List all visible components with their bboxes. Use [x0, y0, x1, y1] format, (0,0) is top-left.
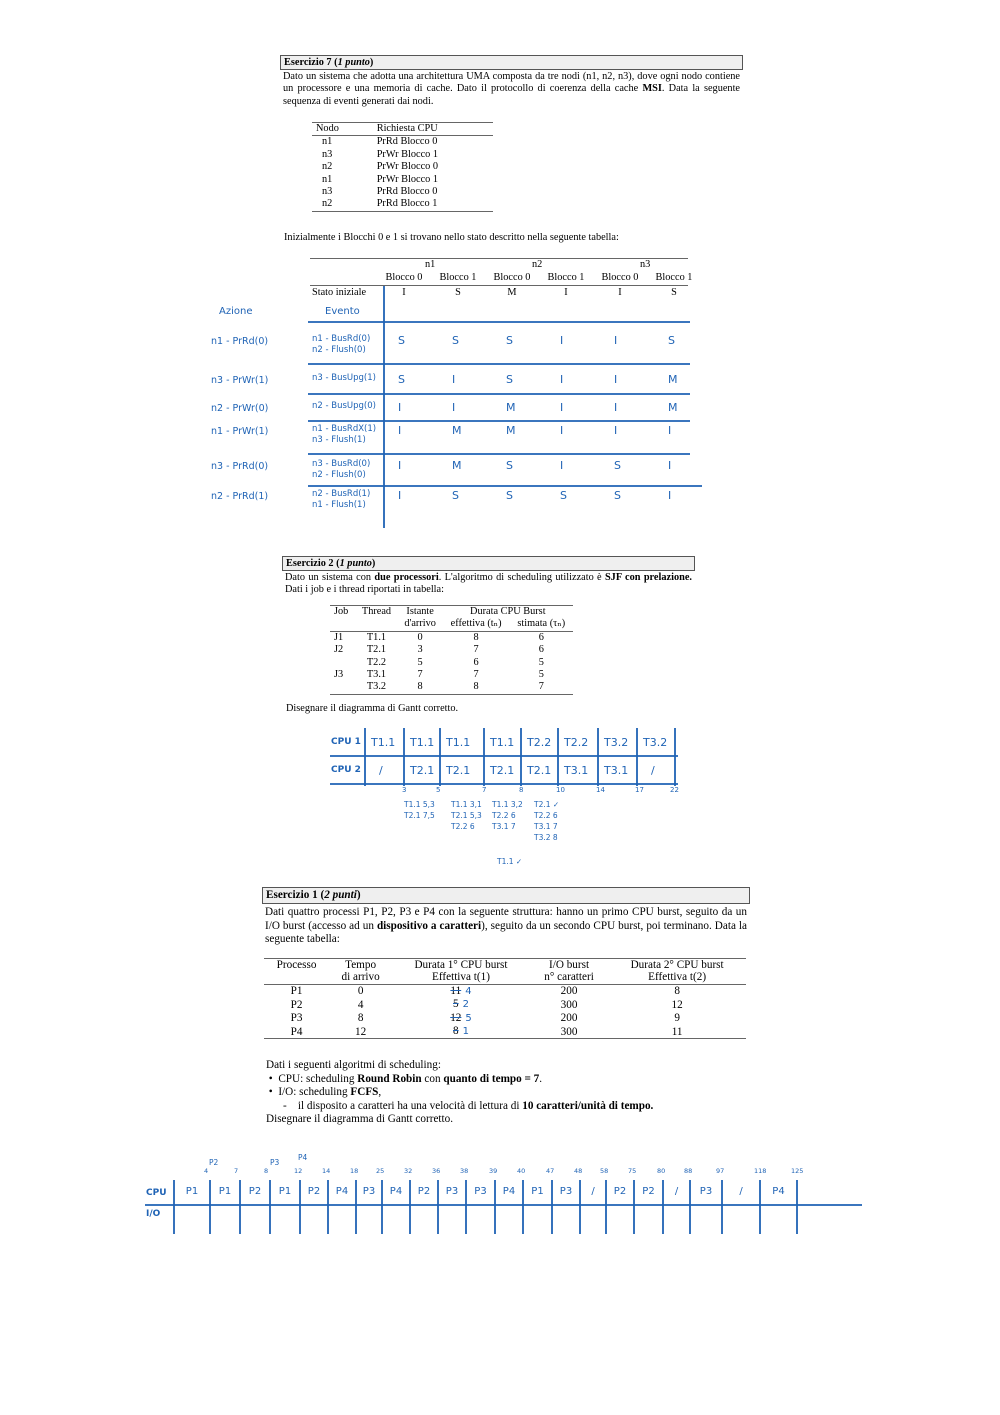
exercise-2-title: Esercizio 2 (1 punto) — [282, 556, 695, 571]
gantt-1-cpu-slot: / — [674, 1186, 679, 1197]
event-row: n3 PrRd Blocco 0 — [322, 186, 438, 198]
gantt-2-cpu2-slot: / — [651, 764, 655, 777]
thread-row: T2.2 5 6 5 — [366, 656, 544, 668]
gantt-1-arrival: P3 — [270, 1158, 280, 1167]
gantt-2-time: 7 — [482, 786, 487, 794]
hand-azione: n1 - PrWr(1) — [211, 426, 269, 437]
gantt-2-cpu1-slot: T1.1 — [446, 736, 471, 749]
crossed-burst: 8 — [453, 1025, 459, 1038]
evento-heading: Evento — [325, 306, 360, 317]
hand-state-cell: I — [614, 424, 618, 437]
gantt-1-arrival: P2 — [209, 1158, 219, 1167]
hand-state-cell: S — [614, 489, 621, 502]
hand-state-cell: M — [452, 424, 462, 437]
initial-state-cell: S — [671, 287, 677, 298]
state-intro: Inizialmente i Blocchi 0 e 1 si trovano nello stato descritto nella seguente tabella: — [284, 232, 619, 243]
gantt-2-cpu1-slot: T1.1 — [490, 736, 515, 749]
gantt-1-cpu-slot: P2 — [307, 1186, 321, 1197]
hand-evento: n1 - Flush(1) — [312, 500, 366, 510]
gantt-2-time: 17 — [635, 786, 644, 794]
gantt-1-time: 12 — [294, 1167, 303, 1175]
gantt-2-note: T2.1 5,3 — [451, 811, 482, 820]
gantt-2-cpu2-slot: T2.1 — [527, 764, 552, 777]
gantt-2-cpu2-slot: T3.1 — [564, 764, 589, 777]
node-n3: n3 — [640, 259, 651, 270]
gantt-1-cpu-slot: P1 — [185, 1186, 199, 1197]
hand-state-cell: I — [560, 424, 564, 437]
gantt-2-cpu1-slot: T2.2 — [527, 736, 552, 749]
hand-evento: n1 - BusRd(0) — [312, 334, 371, 344]
hand-state-cell: I — [560, 373, 564, 386]
hand-state-cell: I — [560, 401, 564, 414]
gantt-1-time: 48 — [574, 1167, 583, 1175]
event-row: n2 PrWr Blocco 0 — [322, 161, 439, 173]
gantt-1-time: 97 — [716, 1167, 725, 1175]
process-row: P1 0 11 4 200 8 — [290, 984, 680, 998]
gantt-1-time: 32 — [404, 1167, 413, 1175]
gantt-1-time: 75 — [628, 1167, 637, 1175]
gantt-1-time: 39 — [489, 1167, 498, 1175]
gantt-1-cpu-slot: P3 — [474, 1186, 487, 1197]
gantt-2-note: T2.1 ✓ — [534, 800, 560, 809]
gantt-1-time: 8 — [264, 1167, 269, 1175]
hand-evento: n2 - Flush(0) — [312, 345, 366, 355]
gantt-1-cpu-slot: P4 — [502, 1186, 516, 1197]
hand-state-cell: S — [506, 489, 513, 502]
gantt-1-cpu-slot: P4 — [772, 1186, 785, 1197]
algorithm-cpu: • CPU: scheduling Round Robin con quanto di tempo = 7. — [266, 1072, 543, 1085]
gantt-1-time: 38 — [460, 1167, 469, 1175]
gantt-2-note: T1.1 3,2 — [492, 800, 523, 809]
event-row: n1 PrRd Blocco 0 — [322, 136, 438, 148]
hand-state-cell: I — [452, 373, 456, 386]
hand-state-cell: S — [452, 489, 459, 502]
initial-state-cell: I — [402, 287, 406, 298]
process-table: Processo Tempo Durata 1° CPU burst I/O burst Durata 2° CPU burst di arrivo Effettiva t(1) n° caratteri Effettiva t(2) P1 0 11 4 200 8 P2 4 5 2 300 12 P3 8 12 5 200 9 P4 12 8 1 300 11 — [264, 958, 746, 1039]
initial-state-cell: M — [507, 287, 517, 298]
hand-azione: n3 - PrRd(0) — [211, 461, 269, 472]
gantt-1-time: 14 — [322, 1167, 331, 1175]
gantt-1-time: 40 — [517, 1167, 526, 1175]
block-header: Blocco 0 — [493, 272, 531, 283]
gantt-1-time: 88 — [684, 1167, 693, 1175]
gantt-2-note: T3.1 7 — [534, 822, 558, 831]
gantt-1-time: 58 — [600, 1167, 609, 1175]
gantt-2-cpu2-slot: / — [379, 764, 383, 777]
hand-state-cell: I — [614, 401, 618, 414]
hand-state-cell: I — [668, 424, 672, 437]
gantt-2-final-note: T1.1 ✓ — [497, 857, 523, 866]
hand-state-cell: M — [452, 459, 462, 472]
crossed-burst: 12 — [450, 1011, 462, 1024]
hand-state-cell: S — [614, 459, 621, 472]
events-table: Nodo Richiesta CPU n1 PrRd Blocco 0 n3 PrWr Blocco 1 n2 PrWr Blocco 0 n1 PrWr Blocco 1 n3 PrRd Blocco 0 n2 PrRd Blocco 1 — [312, 122, 493, 212]
hand-azione: n1 - PrRd(0) — [211, 336, 269, 347]
gantt-1-time: 125 — [791, 1167, 804, 1175]
hand-state-cell: I — [398, 489, 402, 502]
gantt-2-note: T1.1 3,1 — [451, 800, 482, 809]
gantt-1-cpu-slot: P3 — [362, 1186, 376, 1197]
crossed-burst: 11 — [450, 984, 462, 997]
hand-state-cell: S — [506, 459, 513, 472]
gantt-1-time: 118 — [754, 1167, 767, 1175]
gantt-1-time: 47 — [546, 1167, 555, 1175]
hand-state-cell: S — [506, 334, 513, 347]
thread-row: J2 T2.1 3 7 6 — [334, 644, 544, 656]
gantt-2-time: 22 — [670, 786, 679, 794]
hand-state-cell: S — [398, 373, 405, 386]
algorithm-io: • I/O: scheduling FCFS, — [266, 1086, 382, 1099]
hand-state-cell: S — [668, 334, 675, 347]
gantt-2-cpu1-slot: T3.2 — [643, 736, 668, 749]
gantt-2-note: T2.2 6 — [492, 811, 516, 820]
initial-state-cell: S — [455, 287, 461, 298]
gantt-2-cpu2-slot: T2.1 — [490, 764, 515, 777]
gantt-2-cpu1-slot: T3.2 — [604, 736, 629, 749]
gantt-2-note: T2.2 6 — [534, 811, 558, 820]
gantt-1-cpu-slot: / — [591, 1186, 595, 1197]
gantt-1-cpu-slot: P2 — [417, 1186, 431, 1197]
gantt-1-cpu-slot: P3 — [445, 1186, 459, 1197]
gantt-1-cpu-slot: P3 — [699, 1186, 713, 1197]
gantt-2-time: 8 — [519, 786, 524, 794]
hand-evento: n2 - Flush(0) — [312, 470, 366, 480]
gantt-2-note: T1.1 5,3 — [404, 800, 435, 809]
hand-state-cell: I — [614, 334, 618, 347]
initial-label: Stato iniziale — [312, 287, 367, 298]
hand-evento: n3 - BusRd(0) — [312, 459, 371, 469]
gantt-1-cpu-slot: P2 — [248, 1186, 262, 1197]
gantt-1-cpu-slot: P2 — [642, 1186, 655, 1197]
hand-state-cell: M — [668, 401, 678, 414]
process-row: P4 12 8 1 300 11 — [290, 1025, 683, 1038]
gantt-1-time: 4 — [204, 1167, 209, 1175]
gantt-2-note: T3.1 7 — [492, 822, 516, 831]
cpu1-label: CPU 1 — [331, 737, 361, 747]
initial-state-cell: I — [618, 287, 622, 298]
hand-state-cell: I — [398, 459, 402, 472]
remaining-burst: 5 — [465, 1012, 472, 1024]
exercise-1-intro: Dati quattro processi P1, P2, P3 e P4 con la seguente struttura: hanno un primo CPU burst, seguito da un I/O burst (accesso ad un dispositivo a caratteri), seguito da un secondo CPU burst, poi terminano. Data la seguente tabella: — [265, 906, 747, 946]
exercise-2-gantt-label: Disegnare il diagramma di Gantt corretto. — [286, 703, 459, 714]
hand-state-cell: I — [398, 401, 402, 414]
hand-state-cell: I — [398, 424, 402, 437]
hand-state-cell: S — [506, 373, 513, 386]
gantt-1-cpu-slot: P4 — [389, 1186, 403, 1197]
initial-state-cell: I — [564, 287, 568, 298]
remaining-burst: 4 — [465, 985, 472, 997]
gantt-2-cpu2-slot: T2.1 — [446, 764, 471, 777]
block-header: Blocco 0 — [601, 272, 639, 283]
block-header: Blocco 1 — [655, 272, 693, 283]
node-n1: n1 — [425, 259, 436, 270]
hand-evento: n2 - BusUpg(0) — [312, 401, 376, 411]
hand-state-cell: M — [668, 373, 678, 386]
remaining-burst: 2 — [462, 999, 469, 1011]
hand-state-cell: I — [614, 373, 618, 386]
hand-evento: n2 - BusRd(1) — [312, 489, 371, 499]
gantt-1-cpu-slot: P1 — [218, 1186, 232, 1197]
gantt-1-time: 18 — [350, 1167, 359, 1175]
algorithm-device: - il disposito a caratteri ha una velocità di lettura di 10 caratteri/unità di tempo. — [283, 1099, 654, 1112]
cpu2-label: CPU 2 — [331, 765, 361, 775]
exercise-1-title: Esercizio 1 (2 punti) — [262, 887, 750, 904]
hand-state-cell: I — [668, 489, 672, 502]
exercise-1-gantt-label: Disegnare il diagramma di Gantt corretto. — [266, 1113, 454, 1126]
block-header: Blocco 1 — [439, 272, 477, 283]
gantt-1-cpu-label: CPU — [146, 1188, 167, 1198]
thread-row: J1 T1.1 0 8 6 — [334, 631, 544, 643]
hand-state-cell: S — [398, 334, 405, 347]
event-row: n1 PrWr Blocco 1 — [322, 173, 439, 185]
gantt-2-cpu1-slot: T1.1 — [410, 736, 435, 749]
hand-state-cell: I — [452, 401, 456, 414]
hand-state-cell: I — [668, 459, 672, 472]
gantt-1-arrival: P4 — [298, 1153, 308, 1162]
azione-heading: Azione — [219, 306, 253, 317]
event-row: n3 PrWr Blocco 1 — [322, 148, 439, 160]
hand-evento: n3 - Flush(1) — [312, 435, 366, 445]
hand-azione: n2 - PrRd(1) — [211, 491, 269, 502]
gantt-1-cpu-slot: P2 — [613, 1186, 627, 1197]
node-n2: n2 — [532, 259, 543, 270]
hand-state-cell: M — [506, 401, 516, 414]
thread-row: T3.2 8 8 7 — [366, 681, 544, 693]
gantt-2-time: 14 — [596, 786, 605, 794]
gantt-2-cpu1-slot: T2.2 — [564, 736, 589, 749]
gantt-2-cpu2-slot: T2.1 — [410, 764, 435, 777]
hand-state-cell: I — [560, 334, 564, 347]
gantt-2-note: T2.2 6 — [451, 822, 475, 831]
gantt-2-note: T2.1 7,5 — [404, 811, 435, 820]
gantt-1-io-label: I/O — [146, 1209, 161, 1219]
hand-evento: n1 - BusRdX(1) — [312, 424, 377, 434]
crossed-burst: 5 — [453, 998, 459, 1011]
hand-state-cell: M — [506, 424, 516, 437]
exercise-2-intro: Dato un sistema con due processori. L'algoritmo di scheduling utilizzato è SJF con prelazione. Dati i job e i thread riportati in tabella: — [285, 572, 692, 596]
process-row: P2 4 5 2 300 12 — [290, 998, 683, 1011]
block-header: Blocco 0 — [385, 272, 423, 283]
hand-evento: n3 - BusUpg(1) — [312, 373, 376, 383]
gantt-2-time: 5 — [436, 786, 441, 794]
gantt-1-cpu-slot: P4 — [335, 1186, 349, 1197]
gantt-1-cpu-slot: / — [739, 1186, 743, 1197]
gantt-1-time: 25 — [376, 1167, 385, 1175]
hand-state-cell: S — [560, 489, 567, 502]
remaining-burst: 1 — [462, 1026, 469, 1038]
exercise-7-intro: Dato un sistema che adotta una architettura UMA composta da tre nodi (n1, n2, n3), dove ogni nodo contiene un processore e una memoria di cache. Dato il protocollo di coerenza della cache MSI. Data la seguente sequenza di eventi generati dai nodi. — [283, 71, 740, 107]
event-row: n2 PrRd Blocco 1 — [322, 198, 438, 210]
process-row: P3 8 12 5 200 9 — [290, 1011, 680, 1025]
hand-state-cell: S — [452, 334, 459, 347]
gantt-2-time: 10 — [556, 786, 565, 794]
hand-azione: n3 - PrWr(1) — [211, 375, 269, 386]
hand-state-cell: I — [560, 459, 564, 472]
algorithms-intro: Dati i seguenti algoritmi di scheduling: — [266, 1059, 441, 1071]
gantt-2-cpu1-slot: T1.1 — [371, 736, 396, 749]
gantt-2-time: 3 — [402, 786, 407, 794]
gantt-2-cpu2-slot: T3.1 — [604, 764, 629, 777]
threads-table: Job Thread Istante Durata CPU Burst d'arrivo effettiva (tₙ) stimata (τₙ) J1 T1.1 0 8 6 J2 T2.1 3 7 6 T2.2 5 6 5 J3 T3.1 7 7 5 T3.2 8 8 7 — [330, 605, 573, 695]
gantt-1-cpu-slot: P1 — [531, 1186, 544, 1197]
gantt-1-time: 7 — [234, 1167, 239, 1175]
gantt-1-time: 80 — [657, 1167, 666, 1175]
exercise-7-title: Esercizio 7 (1 punto) — [280, 55, 743, 70]
gantt-2-note: T3.2 8 — [534, 833, 558, 842]
gantt-1-cpu-slot: P1 — [278, 1186, 292, 1197]
thread-row: J3 T3.1 7 7 5 — [334, 669, 544, 681]
block-header: Blocco 1 — [547, 272, 585, 283]
gantt-1-cpu-slot: P3 — [559, 1186, 573, 1197]
gantt-1-time: 36 — [432, 1167, 441, 1175]
hand-azione: n2 - PrWr(0) — [211, 403, 269, 414]
